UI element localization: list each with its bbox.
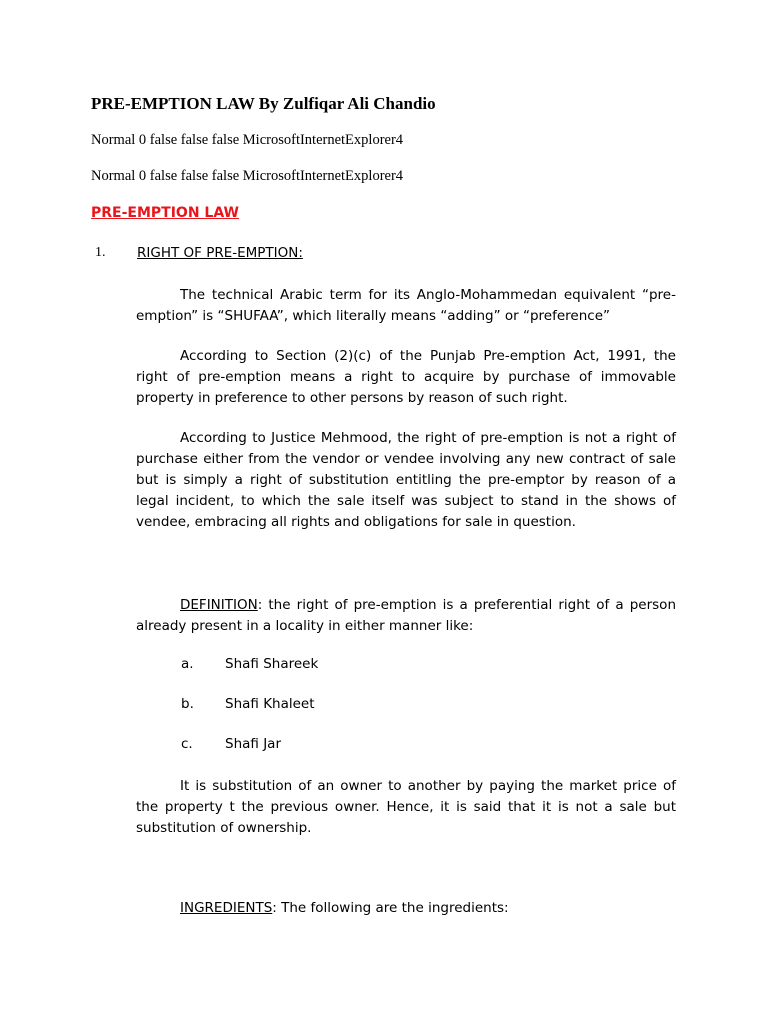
list-item-letter: b. (181, 696, 194, 712)
list-item-letter: c. (181, 736, 193, 752)
list-item-letter: a. (181, 656, 194, 672)
paragraph-shufaa (136, 285, 676, 327)
paragraph-substitution (136, 776, 676, 839)
paragraph-definition (136, 595, 676, 637)
paragraph-punjab-act-text: According to Section (2)(c) of the Punjab Pre-emption Act, 1991, the right of pre-emption means a right to acquire by purchase of immovable property in preference to other persons by reason of such right. (136, 348, 676, 406)
meta-line-1: Normal 0 false false false MicrosoftInternetExplorer4 (91, 132, 404, 148)
section-1-heading: RIGHT OF PRE-EMPTION: (137, 245, 303, 261)
definition-text: : the right of pre-emption is a preferential right of a person already present in a locality in either manner like: (136, 597, 676, 634)
paragraph-justice-mehmood (136, 428, 676, 533)
paragraph-ingredients (136, 898, 676, 919)
section-heading: PRE-EMPTION LAW (91, 205, 239, 221)
document-title: PRE-EMPTION LAW By Zulfiqar Ali Chandio (91, 94, 436, 113)
ingredients-text: : The following are the ingredients: (272, 900, 509, 916)
section-1-number: 1. (95, 245, 106, 260)
ingredients-label: INGREDIENTS (180, 900, 273, 916)
meta-line-2: Normal 0 false false false MicrosoftInternetExplorer4 (91, 168, 404, 184)
list-item-text: Shafi Shareek (225, 656, 319, 672)
paragraph-justice-mehmood-text: According to Justice Mehmood, the right of pre-emption is not a right of purchase either from the vendor or vendee involving any new contract of sale but is simply a right of substitution entitling the pre-emptor by reason of a legal incident, to which the sale itself was subject to stand in the shows of vendee, embracing all rights and obligations for sale in question. (136, 430, 676, 530)
list-item-text: Shafi Jar (225, 736, 281, 752)
definition-label: DEFINITION (180, 597, 258, 613)
paragraph-punjab-act (136, 346, 676, 409)
paragraph-substitution-text: It is substitution of an owner to another by paying the market price of the property t the previous owner. Hence, it is said that it is not a sale but substitution of ownership. (136, 778, 676, 836)
list-item-text: Shafi Khaleet (225, 696, 315, 712)
paragraph-shufaa-text: The technical Arabic term for its Anglo-Mohammedan equivalent “pre-emption” is “SHUFAA”, which literally means “adding” or “preference” (136, 287, 676, 324)
